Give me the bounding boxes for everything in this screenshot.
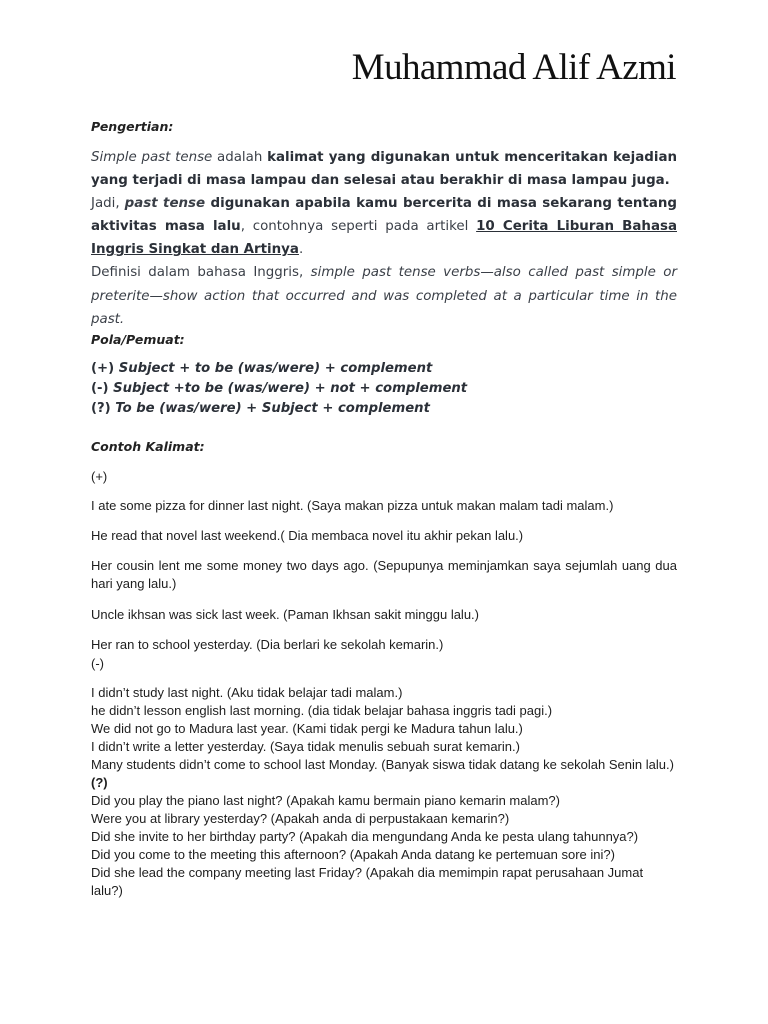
negative-examples — [91, 684, 677, 900]
term-simple-past: Simple past tense — [91, 150, 213, 165]
text-adalah: adalah — [212, 150, 268, 165]
pattern-sign: (?) — [91, 401, 116, 416]
heading-pattern: Pola/Pemuat: — [91, 332, 185, 347]
negative-example: I didn’t study last night. (Aku tidak belajar tadi malam.) — [91, 685, 403, 700]
negative-example: We did not go to Madura last year. (Kami tidak pergi ke Madura tahun lalu.) — [91, 721, 523, 736]
negative-example: he didn’t lesson english last morning. (dia tidak belajar bahasa inggris tadi pagi.) — [91, 703, 553, 718]
question-label: (?) — [91, 775, 108, 790]
definition-text — [91, 146, 677, 331]
pattern-list — [91, 359, 467, 419]
author-name: Muhammad Alif Azmi — [351, 47, 676, 88]
negative-label: (-) — [91, 656, 104, 671]
positive-example: He read that novel last weekend.( Dia membaca novel itu akhir pekan lalu.) — [91, 528, 524, 543]
positive-example: Her ran to school yesterday. (Dia berlari ke sekolah kemarin.) — [91, 637, 444, 652]
definition-paragraph-2 — [91, 192, 677, 261]
heading-examples: Contoh Kalimat: — [91, 439, 205, 454]
positive-example: I ate some pizza for dinner last night. (Saya makan pizza untuk makan malam tadi malam.) — [91, 498, 614, 513]
positive-example: Uncle ikhsan was sick last week. (Paman Ikhsan sakit minggu lalu.) — [91, 607, 479, 622]
negative-example: I didn’t write a letter yesterday. (Saya tidak menulis sebuah surat kemarin.) — [91, 739, 520, 754]
text-period: . — [298, 242, 304, 258]
negative-example: Many students didn’t come to school last Monday. (Banyak siswa tidak datang ke sekolah Senin lalu.) — [91, 757, 674, 772]
pattern-negative — [91, 379, 467, 399]
pattern-question — [91, 399, 467, 419]
text-contoh: , contohnya seperti pada artikel — [240, 219, 477, 235]
pattern-positive — [91, 359, 467, 379]
positive-example: Her cousin lent me some money two days ago. (Sepupunya meminjamkan saya sejumlah uang dua hari yang lalu.) — [91, 558, 677, 591]
pattern-formula: Subject +to be (was/were) + not + complement — [113, 381, 468, 396]
pattern-sign: (+) — [91, 361, 119, 376]
definition-paragraph-3 — [91, 261, 677, 330]
heading-definition: Pengertian: — [91, 119, 174, 134]
term-past-tense: past tense — [124, 196, 206, 212]
question-example: Did she invite to her birthday party? (Apakah dia mengundang Anda ke pesta ulang tahunnya?) — [91, 829, 639, 844]
definition-paragraph-1 — [91, 146, 677, 192]
usage-bold: digunakan apabila kamu bercerita di masa sekarang tentang aktivitas masa lalu — [91, 196, 677, 235]
pattern-formula: To be (was/were) + Subject + complement — [115, 401, 430, 416]
question-example: Were you at library yesterday? (Apakah anda di perpustakaan kemarin?) — [91, 811, 510, 826]
question-example: Did you play the piano last night? (Apakah kamu bermain piano kemarin malam?) — [91, 793, 560, 808]
question-example: Did you come to the meeting this afternoon? (Apakah Anda datang ke pertemuan sore ini?) — [91, 847, 615, 862]
text-jadi: Jadi, — [91, 196, 125, 212]
question-example: Did she lead the company meeting last Friday? (Apakah dia memimpin rapat perusahaan Jumat lalu?) — [91, 865, 644, 898]
definition-bold: kalimat yang digunakan untuk menceritakan kejadian yang terjadi di masa lampau dan selesai atau berakhir di masa lampau juga. — [91, 150, 678, 189]
positive-label: (+) — [91, 469, 108, 484]
text-definisi: Definisi dalam bahasa Inggris, — [91, 265, 311, 281]
english-definition: simple past tense verbs—also called past simple or preterite—show action that occurred and was completed at a particular time in the past. — [91, 265, 677, 327]
pattern-formula: Subject + to be (was/were) + complement — [118, 361, 433, 376]
pattern-sign: (-) — [91, 381, 114, 396]
article-link[interactable]: 10 Cerita Liburan Bahasa Inggris Singkat dan Artinya — [91, 219, 677, 258]
